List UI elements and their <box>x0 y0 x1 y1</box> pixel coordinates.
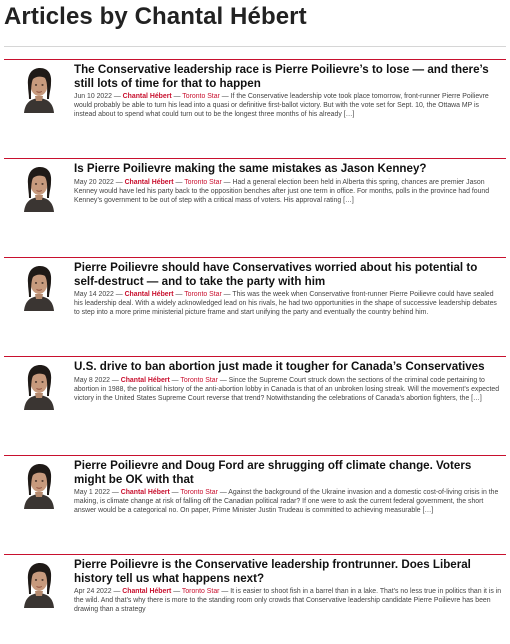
meta-separator: — <box>113 178 125 186</box>
article-item <box>4 257 506 347</box>
article-item <box>4 455 506 545</box>
article-meta <box>74 290 502 318</box>
page-title: Articles by Chantal Hébert <box>4 3 307 30</box>
author-portrait-icon[interactable] <box>14 558 64 608</box>
meta-separator: — <box>171 588 182 595</box>
article-excerpt: This was the week when Conservative front-runner Pierre Poilievre could have sealed his leadership deal. With a widely acknowledged lead on his rivals, he had two opportunities in the shape of successive leadership debates to step into a more prime ministerial picture frame and start unifying the party and eventually the country behind him. <box>74 291 497 317</box>
article-title-link[interactable]: Is Pierre Poilievre making the same mistakes as Jason Kenney? <box>74 162 427 175</box>
author-portrait-icon[interactable] <box>14 360 64 410</box>
article-date: May 20 2022 <box>74 178 114 186</box>
author-link[interactable]: Chantal Hébert <box>124 291 174 298</box>
source-link[interactable]: Toronto Star <box>180 489 218 496</box>
article-body <box>74 162 506 248</box>
article-title-link[interactable]: U.S. drive to ban abortion just made it tougher for Canada’s Conservatives <box>74 360 485 373</box>
meta-separator: — <box>217 376 229 384</box>
article-body <box>74 558 506 644</box>
meta-separator: — <box>219 588 231 595</box>
source-link[interactable]: Toronto Star <box>181 588 220 595</box>
article-title-link[interactable]: Pierre Poilievre and Doug Ford are shrugging off climate change. Voters might be OK with that <box>74 459 472 486</box>
meta-separator: — <box>173 178 185 186</box>
article-excerpt: It is easier to shoot fish in a barrel than in a lake. That’s no less true in politics than it is in the wild. And that’s why there is more to the standing room only crowds that Conservative leadership candidate Pierre Poilievre has been drawing than a strategy <box>74 588 502 614</box>
article-item <box>4 158 506 248</box>
article-date: May 1 2022 <box>74 489 111 496</box>
meta-separator: — <box>113 291 125 298</box>
article-meta <box>74 376 502 404</box>
article-meta <box>74 178 502 206</box>
author-link[interactable]: Chantal Hébert <box>124 178 174 186</box>
article-item <box>4 356 506 446</box>
meta-separator: — <box>221 178 233 186</box>
source-link[interactable]: Toronto Star <box>184 178 222 186</box>
article-title-link[interactable]: The Conservative leadership race is Pierre Poilievre’s to lose — and there’s still lots of time for that to happen <box>74 63 489 90</box>
source-link[interactable]: Toronto Star <box>184 291 222 298</box>
author-link[interactable]: Chantal Hébert <box>122 93 172 100</box>
article-item <box>4 554 506 644</box>
article-excerpt: Since the Supreme Court struck down the sections of the criminal code pertaining to abortion in 1988, the political history of the anti-abortion lobby in Canada is that of an unbroken losing streak. Will the movement’s expected victory in the United States Supreme Court reverse that trend? Notwithstanding the celebrations of Canada’s abortion fighters, the […] <box>74 376 500 402</box>
meta-separator: — <box>111 588 123 595</box>
author-link[interactable]: Chantal Hébert <box>120 489 170 496</box>
article-body <box>74 459 506 545</box>
meta-separator: — <box>169 376 181 384</box>
author-portrait-icon[interactable] <box>14 261 64 311</box>
author-portrait-icon[interactable] <box>14 459 64 509</box>
article-date: Jun 10 2022 <box>74 93 112 100</box>
article-date: May 14 2022 <box>74 291 114 298</box>
article-meta <box>74 587 502 615</box>
author-portrait-icon[interactable] <box>14 162 64 212</box>
article-title-link[interactable]: Pierre Poilievre should have Conservatives worried about his potential to self-destruct — and to take the party with him <box>74 261 478 288</box>
article-body <box>74 261 506 347</box>
article-item <box>4 59 506 149</box>
meta-separator: — <box>217 489 229 496</box>
source-link[interactable]: Toronto Star <box>182 93 220 100</box>
article-excerpt: Against the background of the Ukraine invasion and a domestic cost-of-living crisis in the making, is climate change at risk of falling off the Canadian political radar? If one were to ask the current federal government, the short answer would be a categorical no. On paper, Prime Minister Justin Trudeau is committed to achieving measurable […] <box>74 489 499 515</box>
meta-separator: — <box>219 93 231 100</box>
article-date: Apr 24 2022 <box>74 588 112 595</box>
meta-separator: — <box>221 291 233 298</box>
meta-separator: — <box>110 376 121 384</box>
author-link[interactable]: Chantal Hébert <box>120 376 170 384</box>
title-divider <box>4 46 506 47</box>
meta-separator: — <box>169 489 181 496</box>
meta-separator: — <box>173 291 185 298</box>
article-body <box>74 360 506 446</box>
meta-separator: — <box>111 93 123 100</box>
source-link[interactable]: Toronto Star <box>180 376 218 384</box>
article-meta <box>74 92 502 120</box>
meta-separator: — <box>110 489 121 496</box>
article-excerpt: Had a general election been held in Alberta this spring, chances are premier Jason Kenney would have led his party back to the opposition benches after just one term in office. For months, polls in the province had found Kenney’s government to be out of step with a critical mass of voters. His approval rating […] <box>74 178 490 204</box>
author-portrait-icon[interactable] <box>14 63 64 113</box>
article-meta <box>74 488 502 516</box>
article-date: May 8 2022 <box>74 376 111 384</box>
author-link[interactable]: Chantal Hébert <box>122 588 172 595</box>
article-list <box>4 59 506 644</box>
meta-separator: — <box>171 93 183 100</box>
article-body <box>74 63 506 149</box>
article-excerpt: If the Conservative leadership vote took place tomorrow, front-runner Pierre Poilievre would probably be able to turn his lead into a quasi or definitive first-ballot victory. But with the vote set for Sept. 10, the Ottawa MP is instead about to spend what could turn out to be the longest three months of his already […] <box>74 93 489 119</box>
article-title-link[interactable]: Pierre Poilievre is the Conservative leadership frontrunner. Does Liberal history tell us what happens next? <box>74 558 471 585</box>
